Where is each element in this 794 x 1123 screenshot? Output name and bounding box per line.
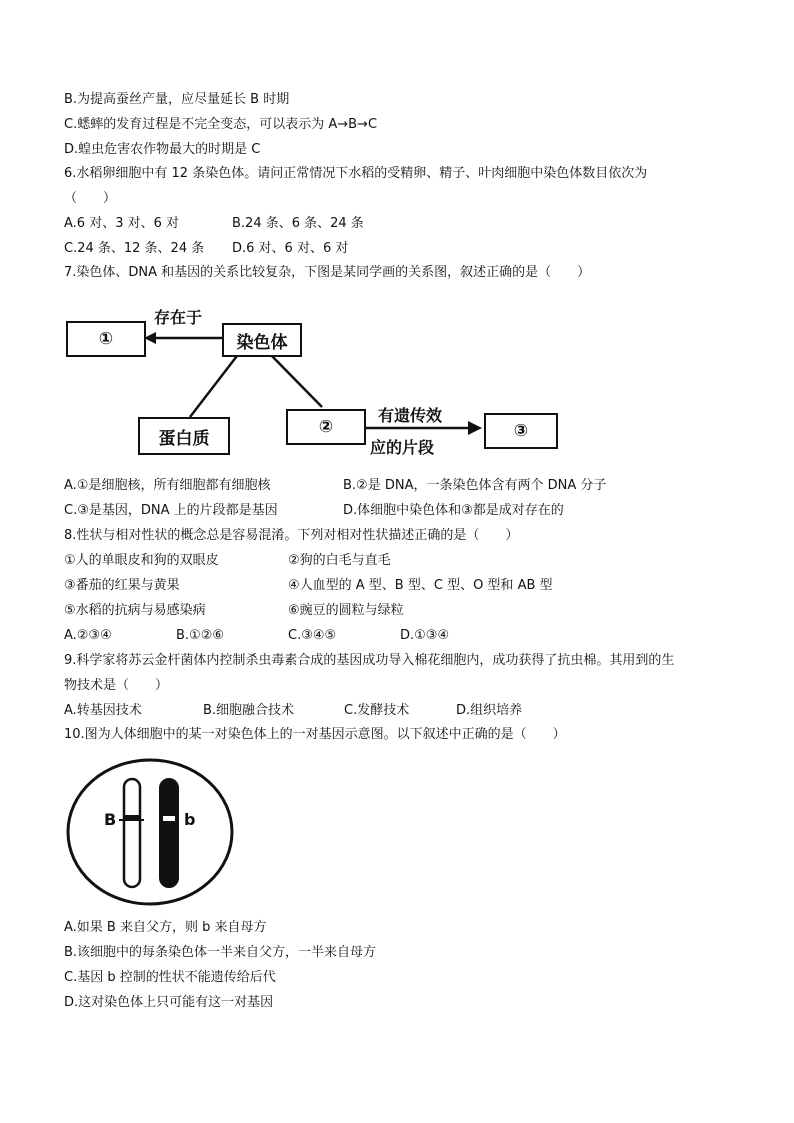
- q5-option-b: B.为提高蚕丝产量，应尽量延长 B 时期: [64, 92, 290, 107]
- q8-item-1: ①人的单眼皮和狗的双眼皮: [64, 553, 219, 568]
- gene-label-B: B: [104, 810, 117, 829]
- box-3: [484, 413, 558, 449]
- q6-option-a: A.6 对、3 对、6 对: [64, 216, 180, 231]
- q8-item-6: ⑥豌豆的圆粒与绿粒: [288, 603, 404, 618]
- q9-option-b: B.细胞融合技术: [203, 703, 295, 718]
- q9-option-a: A.转基因技术: [64, 703, 142, 718]
- q10-option-c: C.基因 b 控制的性状不能遗传给后代: [64, 970, 276, 985]
- q10-option-b: B.该细胞中的每条染色体一半来自父方，一半来自母方: [64, 945, 377, 960]
- q10-stem: 10.图为人体细胞中的某一对染色体上的一对基因示意图。以下叙述中正确的是（ ）: [64, 727, 566, 742]
- q7-option-d: D.体细胞中染色体和③都是成对存在的: [343, 503, 564, 518]
- q6-option-c: C.24 条、12 条、24 条: [64, 241, 205, 256]
- q8-option-c: C.③④⑤: [288, 628, 337, 643]
- q8-item-2: ②狗的白毛与直毛: [288, 553, 391, 568]
- box-1-label: ①: [98, 329, 114, 349]
- q8-item-3: ③番茄的红果与黄果: [64, 578, 180, 593]
- chromosome-dark: [160, 779, 178, 887]
- q7-option-a: A.①是细胞核，所有细胞都有细胞核: [64, 478, 271, 493]
- q8-option-d: D.①③④: [400, 628, 450, 643]
- q9-stem-line-1: 9.科学家将苏云金杆菌体内控制杀虫毒素合成的基因成功导入棉花细胞内，成功获得了抗虫棉。其用到的生: [64, 653, 675, 668]
- q8-option-b: B.①②⑥: [176, 628, 225, 643]
- q7-option-b: B.②是 DNA，一条染色体含有两个 DNA 分子: [343, 478, 607, 493]
- q9-option-c: C.发酵技术: [344, 703, 410, 718]
- chromosome-light: [124, 779, 140, 887]
- q9-stem-line-2: 物技术是（ ）: [64, 678, 169, 693]
- box-protein-label: 蛋白质: [158, 428, 210, 449]
- box-2: [286, 409, 366, 445]
- box-2-label: ②: [318, 417, 334, 437]
- q7-option-c: C.③是基因，DNA 上的片段都是基因: [64, 503, 278, 518]
- box-chromosome: [222, 323, 302, 357]
- box-1: [66, 321, 146, 357]
- q6-option-d: D.6 对、6 对、6 对: [232, 241, 349, 256]
- chromosome-pair-figure: [64, 757, 236, 907]
- box-chromosome-label: 染色体: [236, 332, 288, 353]
- q6-paren: （ ）: [64, 191, 117, 206]
- chromosome-figure-drawing: [64, 757, 236, 907]
- gene-label-b: b: [184, 810, 196, 829]
- box-protein: [138, 417, 230, 455]
- q5-option-c: C.蟋蟀的发育过程是不完全变态，可以表示为 A→B→C: [64, 117, 378, 132]
- q7-stem: 7.染色体、DNA 和基因的关系比较复杂，下图是某同学画的关系图，叙述正确的是（ ）: [64, 265, 591, 280]
- q5-option-d: D.蝗虫危害农作物最大的时期是 C: [64, 142, 261, 157]
- q8-option-a: A.②③④: [64, 628, 112, 643]
- q10-option-a: A.如果 B 来自父方，则 b 来自母方: [64, 920, 267, 935]
- arrow-label-heredity-2: 应的片段: [370, 438, 435, 457]
- q9-option-d: D.组织培养: [456, 703, 523, 718]
- q10-option-d: D.这对染色体上只可能有这一对基因: [64, 995, 274, 1010]
- q8-stem: 8.性状与相对性状的概念总是容易混淆。下列对相对性状描述正确的是（ ）: [64, 528, 519, 543]
- relationship-diagram: [60, 295, 580, 465]
- arrow-label-heredity-1: 有遗传效: [378, 406, 443, 425]
- q8-item-5: ⑤水稻的抗病与易感染病: [64, 603, 206, 618]
- q6-stem: 6.水稻卵细胞中有 12 条染色体。请问正常情况下水稻的受精卵、精子、叶肉细胞中染色体数目依次为: [64, 166, 648, 181]
- box-3-label: ③: [513, 421, 529, 441]
- q8-item-4: ④人血型的 A 型、B 型、C 型、O 型和 AB 型: [288, 578, 553, 593]
- q6-option-b: B.24 条、6 条、24 条: [232, 216, 364, 231]
- arrow-label-exist: 存在于: [154, 308, 203, 327]
